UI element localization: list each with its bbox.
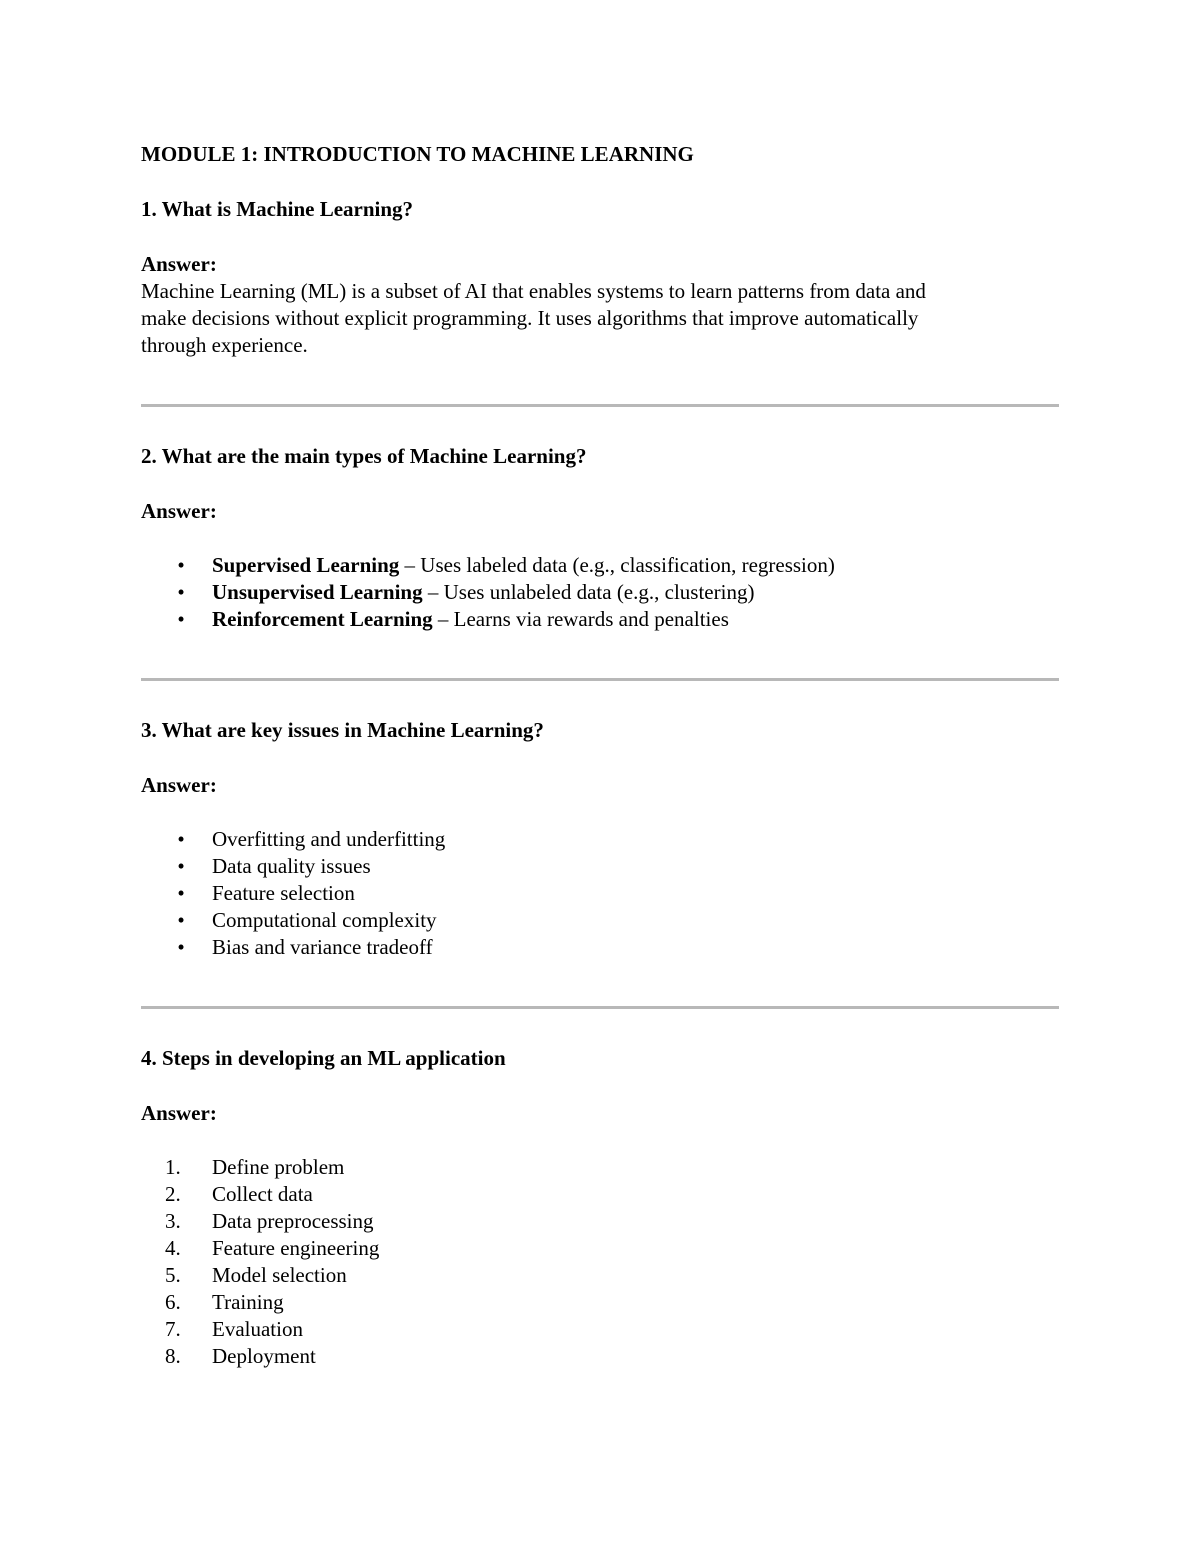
list-item [141,1262,1061,1289]
answer-label-4: Answer: [141,1101,217,1125]
list-item-dash: – [432,607,454,631]
question-4: 4. Steps in developing an ML application [141,1046,506,1070]
step-number: 3. [165,1209,181,1233]
answer-1-line-3: through experience. [141,333,308,357]
answer-label-3: Answer: [141,773,217,797]
list-item-text: Bias and variance tradeoff [212,935,433,959]
bullet-icon: • [177,553,185,577]
bullet-icon: • [177,908,185,932]
bullet-icon: • [177,881,185,905]
list-item-dash: – [399,553,421,577]
list-item [141,1289,1061,1316]
list-item [141,579,1061,606]
list-item-text: Feature selection [212,881,355,905]
bullet-icon: • [177,854,185,878]
answer-label-1: Answer: [141,252,217,276]
list-item [141,1154,1061,1181]
list-item [141,1235,1061,1262]
list-item [141,606,1061,633]
step-number: 7. [165,1317,181,1341]
step-text: Data preprocessing [212,1209,374,1233]
list-item-desc: Uses unlabeled data (e.g., clustering) [443,580,755,604]
list-item [141,853,1061,880]
list-item-term: Supervised Learning [212,553,400,577]
ml-types-list [141,552,1061,633]
step-text: Collect data [212,1182,313,1206]
document-content [141,141,1061,1370]
step-number: 8. [165,1344,181,1368]
list-item [141,1208,1061,1235]
bullet-icon: • [177,607,185,631]
list-item-desc: Uses labeled data (e.g., classification, regression) [420,553,835,577]
step-text: Feature engineering [212,1236,380,1260]
answer-label-2: Answer: [141,499,217,523]
module-title: MODULE 1: INTRODUCTION TO MACHINE LEARNING [141,142,694,166]
list-item [141,1181,1061,1208]
step-number: 5. [165,1263,181,1287]
list-item-desc: Learns via rewards and penalties [453,607,729,631]
list-item [141,1316,1061,1343]
step-text: Model selection [212,1263,347,1287]
step-text: Evaluation [212,1317,303,1341]
list-item-term: Reinforcement Learning [212,607,433,631]
question-1: 1. What is Machine Learning? [141,197,414,221]
ml-steps-list [141,1154,1061,1370]
step-text: Training [212,1290,284,1314]
bullet-icon: • [177,827,185,851]
list-item-dash: – [422,580,444,604]
step-text: Deployment [212,1344,316,1368]
step-text: Define problem [212,1155,345,1179]
bullet-icon: • [177,580,185,604]
list-item-text: Computational complexity [212,908,437,932]
step-number: 1. [165,1155,181,1179]
list-item [141,552,1061,579]
list-item-text: Overfitting and underfitting [212,827,446,851]
list-item-term: Unsupervised Learning [212,580,423,604]
list-item [141,1343,1061,1370]
answer-1-line-2: make decisions without explicit programming. It uses algorithms that improve automatically [141,306,919,330]
list-item [141,880,1061,907]
list-item [141,934,1061,961]
ml-issues-list [141,826,1061,961]
step-number: 4. [165,1236,181,1260]
step-number: 6. [165,1290,181,1314]
step-number: 2. [165,1182,181,1206]
list-item-text: Data quality issues [212,854,371,878]
list-item [141,826,1061,853]
answer-1-line-1: Machine Learning (ML) is a subset of AI that enables systems to learn patterns from data and [141,279,926,303]
list-item [141,907,1061,934]
bullet-icon: • [177,935,185,959]
question-3: 3. What are key issues in Machine Learning? [141,718,544,742]
question-2: 2. What are the main types of Machine Learning? [141,444,587,468]
